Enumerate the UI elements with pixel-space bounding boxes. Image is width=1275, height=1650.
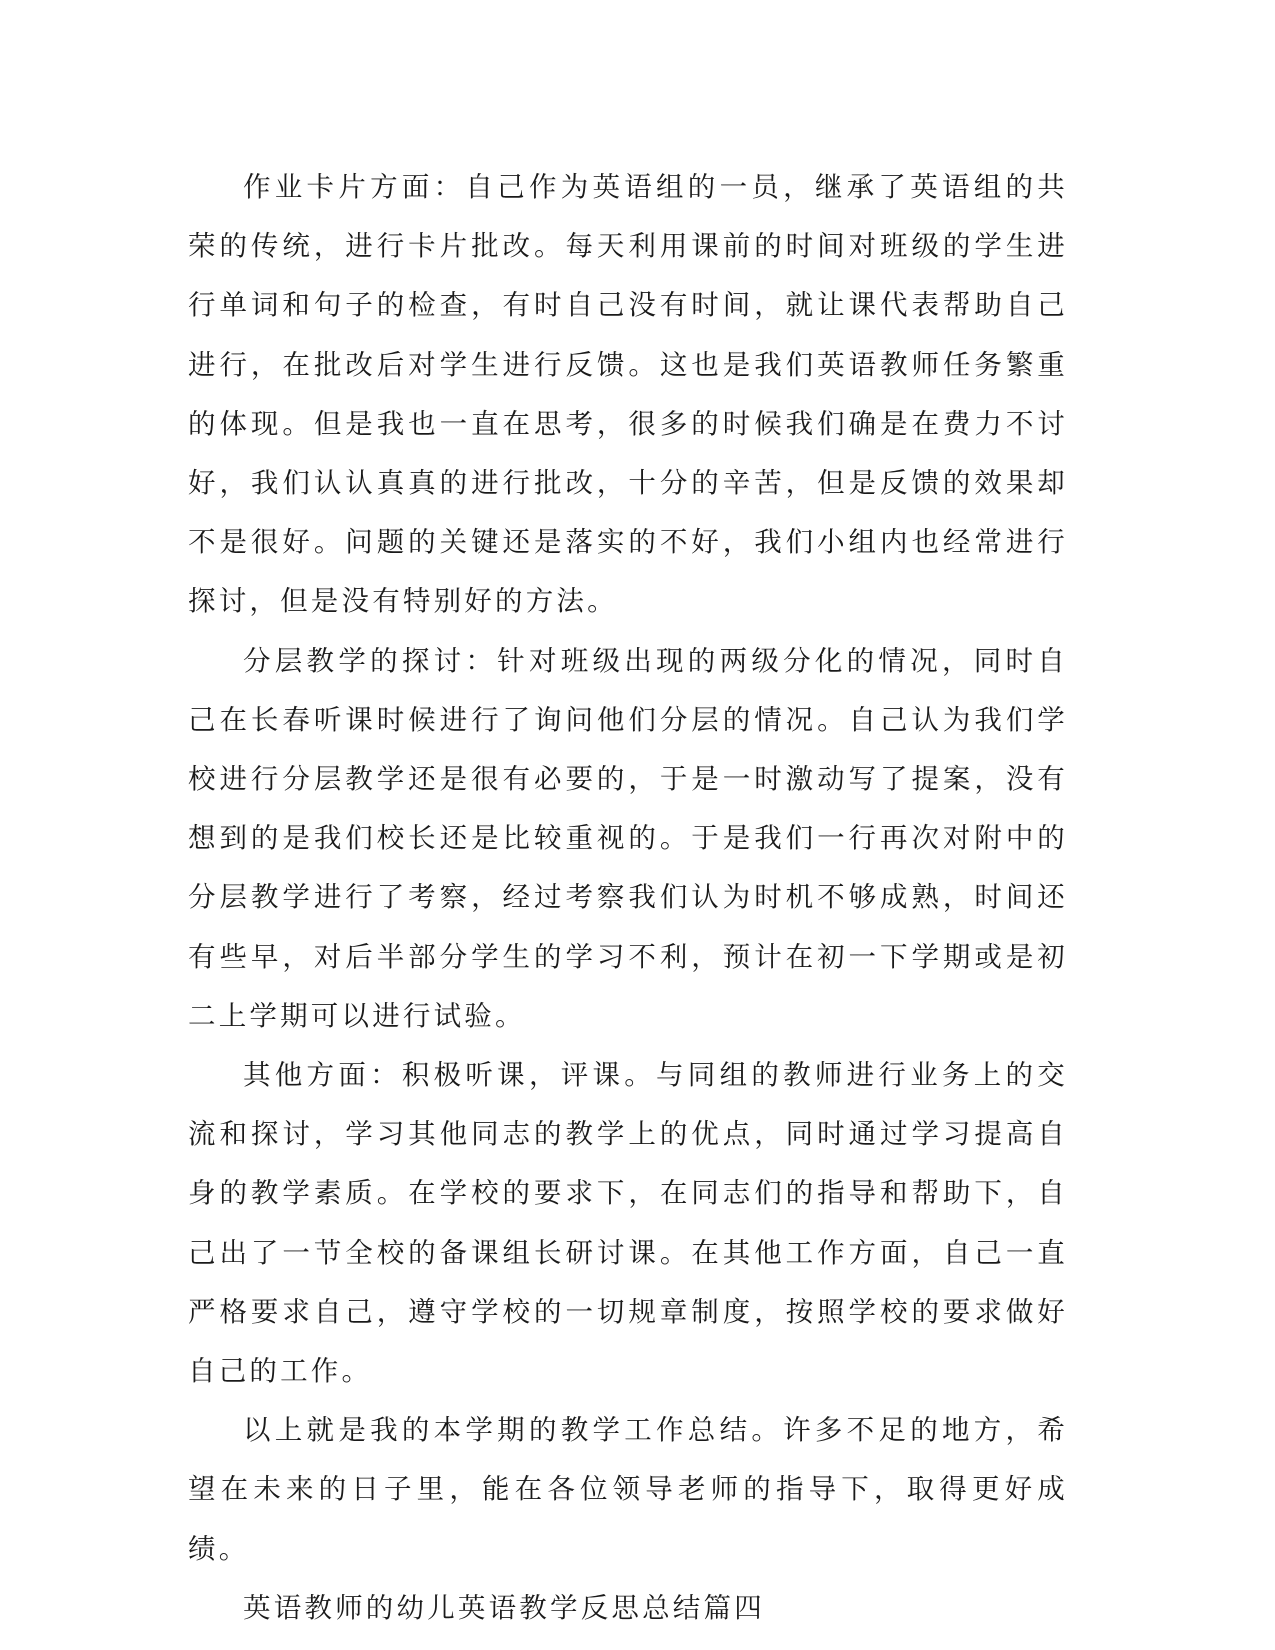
- document-body: [188, 158, 1068, 1638]
- section-heading: 英语教师的幼儿英语教学反思总结篇四: [243, 1591, 765, 1624]
- paragraph-other-aspects: 其他方面：积极听课，评课。与同组的教师进行业务上的交流和探讨，学习其他同志的教学上的优点，同时通过学习提高自身的教学素质。在学校的要求下，在同志们的指导和帮助下，自己出了一节全校的备课组长研讨课。在其他工作方面，自己一直严格要求自己，遵守学校的一切规章制度，按照学校的要求做好自己的工作。: [188, 1059, 1068, 1388]
- paragraph-conclusion: 以上就是我的本学期的教学工作总结。许多不足的地方，希望在未来的日子里，能在各位领导老师的指导下，取得更好成绩。: [188, 1414, 1068, 1565]
- paragraph-layered-teaching: 分层教学的探讨：针对班级出现的两级分化的情况，同时自己在长春听课时候进行了询问他们分层的情况。自己认为我们学校进行分层教学还是很有必要的，于是一时激动写了提案，没有想到的是我们校长还是比较重视的。于是我们一行再次对附中的分层教学进行了考察，经过考察我们认为时机不够成熟，时间还有些早，对后半部分学生的学习不利，预计在初一下学期或是初二上学期可以进行试验。: [188, 644, 1068, 1032]
- paragraph-homework-cards: 作业卡片方面：自己作为英语组的一员，继承了英语组的共荣的传统，进行卡片批改。每天利用课前的时间对班级的学生进行单词和句子的检查，有时自己没有时间，就让课代表帮助自己进行，在批改后对学生进行反馈。这也是我们英语教师任务繁重的体现。但是我也一直在思考，很多的时候我们确是在费力不讨好，我们认认真真的进行批改，十分的辛苦，但是反馈的效果却不是很好。问题的关键还是落实的不好，我们小组内也经常进行探讨，但是没有特别好的方法。: [188, 171, 1068, 618]
